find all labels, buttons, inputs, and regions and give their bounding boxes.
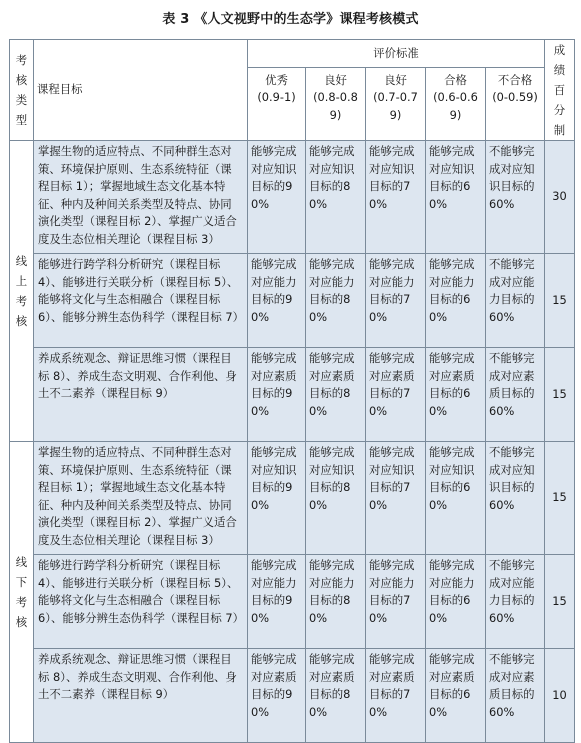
type-cell-online: 线上考核 bbox=[10, 141, 34, 442]
grade-cell: 能够完成对应能力目标的80% bbox=[306, 254, 366, 348]
grade-cell: 能够完成对应知识目标的90% bbox=[248, 442, 306, 555]
header-eval-standard: 评价标准 bbox=[248, 40, 545, 68]
header-score: 成绩百分制 bbox=[545, 40, 575, 141]
goal-cell: 掌握生物的适应特点、不同种群生态对策、环境保护原则、生态系统特征（课程目标 1）；掌握地域生态文化基本特征、种内及种间关系类型及特点、协同演化类型（课程目标 2）、掌握广义适合度及生态位相关理论（课程目标 3） bbox=[34, 442, 248, 555]
score-cell: 15 bbox=[545, 555, 575, 649]
grade-cell: 能够完成对应素质目标的80% bbox=[306, 348, 366, 442]
grade-header: 合格 (0.6-0.69) bbox=[426, 67, 486, 140]
header-assessment-type: 考核类型 bbox=[10, 40, 34, 141]
grade-cell: 能够完成对应知识目标的90% bbox=[248, 141, 306, 254]
grade-cell: 能够完成对应素质目标的60% bbox=[426, 649, 486, 743]
grade-cell: 能够完成对应知识目标的60% bbox=[426, 141, 486, 254]
grade-cell: 能够完成对应素质目标的60% bbox=[426, 348, 486, 442]
score-cell: 15 bbox=[545, 348, 575, 442]
goal-cell: 养成系统观念、辩证思维习惯（课程目标 8）、养成生态文明观、合作利他、身土不二素养（课程目标 9） bbox=[34, 649, 248, 743]
grade-cell: 能够完成对应素质目标的80% bbox=[306, 649, 366, 743]
table-caption: 表 3 《人文视野中的生态学》课程考核模式 bbox=[162, 12, 419, 27]
grade-cell: 能够完成对应素质目标的70% bbox=[366, 348, 426, 442]
grade-cell: 能够完成对应能力目标的90% bbox=[248, 555, 306, 649]
table-row bbox=[10, 555, 575, 649]
score-cell: 10 bbox=[545, 649, 575, 743]
table-row bbox=[10, 141, 575, 254]
grade-cell: 不能够完成对应素质目标的60% bbox=[486, 348, 545, 442]
goal-cell: 能够进行跨学科分析研究（课程目标 4）、能够进行关联分析（课程目标 5）、能够将文化与生态相融合（课程目标 6）、能够分辨生态伪科学（课程目标 7） bbox=[34, 254, 248, 348]
grade-cell: 能够完成对应素质目标的90% bbox=[248, 348, 306, 442]
goal-cell: 能够进行跨学科分析研究（课程目标 4）、能够进行关联分析（课程目标 5）、能够将文化与生态相融合（课程目标 6）、能够分辨生态伪科学（课程目标 7） bbox=[34, 555, 248, 649]
grade-cell: 能够完成对应知识目标的80% bbox=[306, 442, 366, 555]
grade-cell: 能够完成对应能力目标的60% bbox=[426, 555, 486, 649]
table-row bbox=[10, 442, 575, 555]
header-row-1 bbox=[10, 40, 575, 68]
grade-cell: 能够完成对应知识目标的60% bbox=[426, 442, 486, 555]
score-cell: 30 bbox=[545, 141, 575, 254]
grade-cell: 能够完成对应素质目标的90% bbox=[248, 649, 306, 743]
grade-header: 优秀 (0.9-1) bbox=[248, 67, 306, 140]
score-cell: 15 bbox=[545, 442, 575, 555]
grade-cell: 能够完成对应知识目标的70% bbox=[366, 442, 426, 555]
grade-cell: 能够完成对应素质目标的70% bbox=[366, 649, 426, 743]
grade-cell: 不能够完成对应能力目标的60% bbox=[486, 555, 545, 649]
table-row bbox=[10, 649, 575, 743]
grade-cell: 不能够完成对应能力目标的60% bbox=[486, 254, 545, 348]
grade-cell: 不能够完成对应素质目标的60% bbox=[486, 649, 545, 743]
grade-cell: 能够完成对应知识目标的80% bbox=[306, 141, 366, 254]
grade-cell: 能够完成对应能力目标的70% bbox=[366, 555, 426, 649]
grade-cell: 能够完成对应能力目标的60% bbox=[426, 254, 486, 348]
grade-header: 不合格 (0-0.59) bbox=[486, 67, 545, 140]
grade-cell: 能够完成对应能力目标的90% bbox=[248, 254, 306, 348]
grade-cell: 不能够完成对应知识目标的60% bbox=[486, 141, 545, 254]
assessment-table bbox=[9, 39, 575, 743]
table-row bbox=[10, 254, 575, 348]
table-row bbox=[10, 348, 575, 442]
goal-cell: 养成系统观念、辩证思维习惯（课程目标 8）、养成生态文明观、合作利他、身土不二素养（课程目标 9） bbox=[34, 348, 248, 442]
grade-cell: 能够完成对应知识目标的70% bbox=[366, 141, 426, 254]
score-cell: 15 bbox=[545, 254, 575, 348]
type-cell-offline: 线下考核 bbox=[10, 442, 34, 743]
grade-cell: 能够完成对应能力目标的70% bbox=[366, 254, 426, 348]
grade-cell: 能够完成对应能力目标的80% bbox=[306, 555, 366, 649]
grade-header: 良好 (0.7-0.79) bbox=[366, 67, 426, 140]
header-course-goal: 课程目标 bbox=[34, 40, 248, 141]
grade-cell: 不能够完成对应知识目标的60% bbox=[486, 442, 545, 555]
goal-cell: 掌握生物的适应特点、不同种群生态对策、环境保护原则、生态系统特征（课程目标 1）；掌握地域生态文化基本特征、种内及种间关系类型及特点、协同演化类型（课程目标 2）、掌握广义适合度及生态位相关理论（课程目标 3） bbox=[34, 141, 248, 254]
grade-header: 良好 (0.8-0.89) bbox=[306, 67, 366, 140]
